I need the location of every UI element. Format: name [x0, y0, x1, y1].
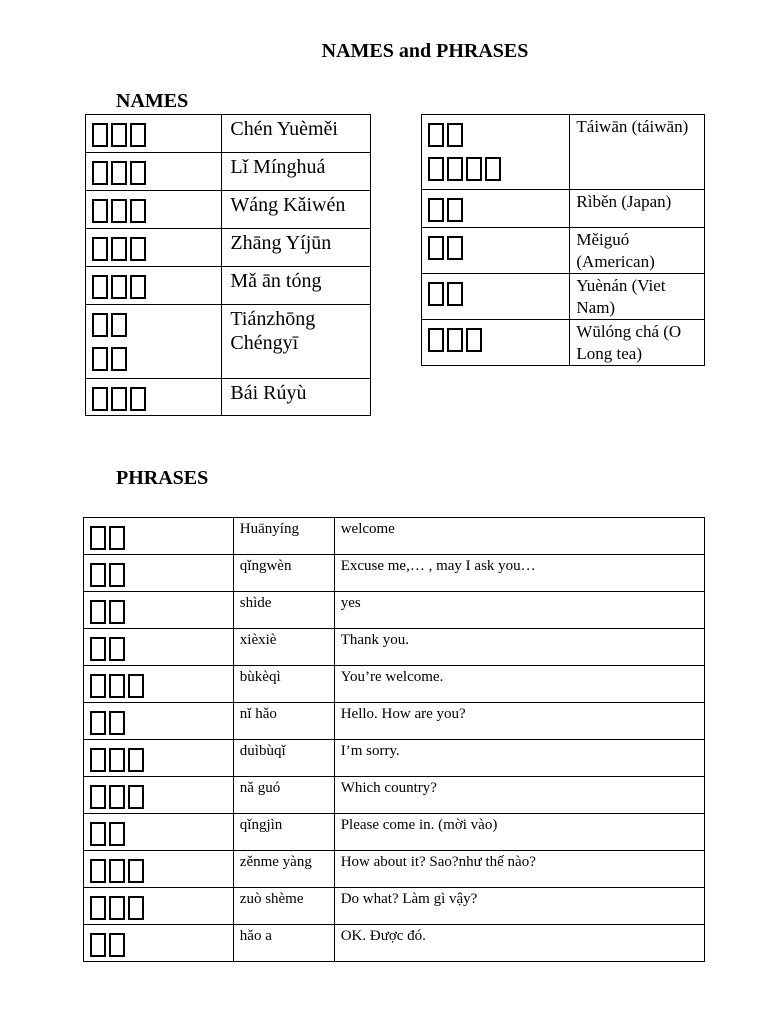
- name-row: [86, 379, 371, 416]
- missing-glyph-icon: [92, 275, 108, 299]
- hanzi-cell: [86, 379, 222, 416]
- meaning-cell: welcome: [334, 518, 704, 555]
- name-row: [86, 305, 371, 379]
- missing-glyph-icon: [109, 600, 125, 624]
- pinyin-cell: Bái Rúyù: [222, 379, 371, 416]
- missing-glyph-icon: [92, 161, 108, 185]
- missing-glyph-icon: [90, 600, 106, 624]
- meaning-cell: How about it? Sao?như thế nào?: [334, 851, 704, 888]
- missing-glyph-icon: [128, 859, 144, 883]
- missing-glyph-icon: [130, 199, 146, 223]
- pinyin-cell: qǐngwèn: [233, 555, 334, 592]
- phrase-row: [84, 777, 705, 814]
- hanzi-cell: [84, 666, 234, 703]
- name-row: [422, 228, 705, 274]
- missing-glyph-icon: [109, 711, 125, 735]
- missing-glyph-icon: [128, 674, 144, 698]
- pinyin-cell: Mǎ ān tóng: [222, 267, 371, 305]
- name-row: [422, 274, 705, 320]
- phrase-row: [84, 740, 705, 777]
- pinyin-cell: Tiánzhōng Chéngyī: [222, 305, 371, 379]
- hanzi-cell: [86, 153, 222, 191]
- missing-glyph-icon: [92, 123, 108, 147]
- hanzi-cell: [84, 925, 234, 962]
- missing-glyph-icon: [90, 859, 106, 883]
- missing-glyph-icon: [130, 275, 146, 299]
- missing-glyph-icon: [111, 313, 127, 337]
- pinyin-cell: Yuènán (Viet Nam): [570, 274, 705, 320]
- name-row: [422, 190, 705, 228]
- missing-glyph-icon: [130, 387, 146, 411]
- missing-glyph-icon: [447, 236, 463, 260]
- missing-glyph-icon: [90, 896, 106, 920]
- hanzi-cell: [86, 115, 222, 153]
- missing-glyph-icon: [92, 199, 108, 223]
- missing-glyph-icon: [92, 347, 108, 371]
- meaning-cell: Hello. How are you?: [334, 703, 704, 740]
- hanzi-cell: [422, 274, 570, 320]
- missing-glyph-icon: [90, 748, 106, 772]
- missing-glyph-icon: [428, 157, 444, 181]
- missing-glyph-icon: [109, 785, 125, 809]
- hanzi-cell: [422, 320, 570, 366]
- missing-glyph-icon: [130, 237, 146, 261]
- meaning-cell: Do what? Làm gì vậy?: [334, 888, 704, 925]
- missing-glyph-icon: [92, 387, 108, 411]
- phrase-row: [84, 666, 705, 703]
- missing-glyph-icon: [109, 859, 125, 883]
- meaning-cell: I’m sorry.: [334, 740, 704, 777]
- hanzi-cell: [84, 777, 234, 814]
- missing-glyph-icon: [111, 347, 127, 371]
- missing-glyph-icon: [111, 123, 127, 147]
- hanzi-cell: [84, 629, 234, 666]
- missing-glyph-icon: [90, 526, 106, 550]
- phrase-row: [84, 888, 705, 925]
- meaning-cell: You’re welcome.: [334, 666, 704, 703]
- phrase-row: [84, 851, 705, 888]
- missing-glyph-icon: [90, 637, 106, 661]
- name-row: [422, 320, 705, 366]
- missing-glyph-icon: [111, 275, 127, 299]
- meaning-cell: yes: [334, 592, 704, 629]
- name-row: [86, 229, 371, 267]
- missing-glyph-icon: [466, 157, 482, 181]
- names-table-right: [421, 114, 705, 366]
- name-row: [86, 267, 371, 305]
- missing-glyph-icon: [90, 674, 106, 698]
- pinyin-cell: shìde: [233, 592, 334, 629]
- pinyin-cell: duìbùqǐ: [233, 740, 334, 777]
- pinyin-cell: zěnme yàng: [233, 851, 334, 888]
- missing-glyph-icon: [130, 123, 146, 147]
- phrase-row: [84, 814, 705, 851]
- missing-glyph-icon: [447, 123, 463, 147]
- pinyin-cell: Rìběn (Japan): [570, 190, 705, 228]
- meaning-cell: Which country?: [334, 777, 704, 814]
- hanzi-cell: [84, 592, 234, 629]
- phrase-row: [84, 925, 705, 962]
- missing-glyph-icon: [111, 199, 127, 223]
- names-table-left: [85, 114, 371, 416]
- meaning-cell: Please come in. (mời vào): [334, 814, 704, 851]
- missing-glyph-icon: [109, 896, 125, 920]
- pinyin-cell: zuò shème: [233, 888, 334, 925]
- missing-glyph-icon: [447, 328, 463, 352]
- missing-glyph-icon: [92, 313, 108, 337]
- missing-glyph-icon: [111, 237, 127, 261]
- missing-glyph-icon: [428, 198, 444, 222]
- missing-glyph-icon: [485, 157, 501, 181]
- hanzi-cell: [422, 228, 570, 274]
- missing-glyph-icon: [128, 748, 144, 772]
- missing-glyph-icon: [92, 237, 108, 261]
- missing-glyph-icon: [466, 328, 482, 352]
- phrase-row: [84, 592, 705, 629]
- pinyin-cell: bùkèqì: [233, 666, 334, 703]
- pinyin-cell: Wūlóng chá (O Long tea): [570, 320, 705, 366]
- hanzi-cell: [84, 888, 234, 925]
- missing-glyph-icon: [109, 822, 125, 846]
- name-row: [86, 115, 371, 153]
- hanzi-cell: [86, 229, 222, 267]
- missing-glyph-icon: [109, 526, 125, 550]
- pinyin-cell: Zhāng Yíjūn: [222, 229, 371, 267]
- pinyin-cell: xièxiè: [233, 629, 334, 666]
- hanzi-cell: [422, 190, 570, 228]
- hanzi-cell: [86, 267, 222, 305]
- missing-glyph-icon: [111, 387, 127, 411]
- missing-glyph-icon: [428, 282, 444, 306]
- missing-glyph-icon: [428, 236, 444, 260]
- names-heading: NAMES: [116, 90, 189, 112]
- pinyin-cell: Měiguó (American): [570, 228, 705, 274]
- missing-glyph-icon: [128, 785, 144, 809]
- missing-glyph-icon: [109, 674, 125, 698]
- hanzi-cell: [86, 191, 222, 229]
- hanzi-cell: [86, 305, 222, 379]
- hanzi-cell: [84, 814, 234, 851]
- name-row: [86, 191, 371, 229]
- missing-glyph-icon: [111, 161, 127, 185]
- phrase-row: [84, 518, 705, 555]
- missing-glyph-icon: [90, 933, 106, 957]
- pinyin-cell: Chén Yuèměi: [222, 115, 371, 153]
- hanzi-cell: [84, 851, 234, 888]
- name-row: [86, 153, 371, 191]
- hanzi-cell: [84, 740, 234, 777]
- missing-glyph-icon: [130, 161, 146, 185]
- missing-glyph-icon: [90, 563, 106, 587]
- missing-glyph-icon: [90, 711, 106, 735]
- phrase-row: [84, 703, 705, 740]
- pinyin-cell: nǎ guó: [233, 777, 334, 814]
- hanzi-cell: [84, 518, 234, 555]
- missing-glyph-icon: [428, 123, 444, 147]
- missing-glyph-icon: [128, 896, 144, 920]
- phrase-row: [84, 629, 705, 666]
- phrases-heading: PHRASES: [116, 467, 209, 489]
- meaning-cell: Excuse me,… , may I ask you…: [334, 555, 704, 592]
- name-row: [422, 115, 705, 190]
- pinyin-cell: Huānyíng: [233, 518, 334, 555]
- missing-glyph-icon: [109, 748, 125, 772]
- missing-glyph-icon: [447, 157, 463, 181]
- pinyin-cell: nǐ hǎo: [233, 703, 334, 740]
- missing-glyph-icon: [109, 563, 125, 587]
- pinyin-cell: Lǐ Mínghuá: [222, 153, 371, 191]
- missing-glyph-icon: [90, 785, 106, 809]
- meaning-cell: Thank you.: [334, 629, 704, 666]
- hanzi-cell: [422, 115, 570, 190]
- pinyin-cell: Wáng Kǎiwén: [222, 191, 371, 229]
- pinyin-cell: qǐngjìn: [233, 814, 334, 851]
- phrases-table: [83, 517, 705, 962]
- phrase-row: [84, 555, 705, 592]
- missing-glyph-icon: [447, 198, 463, 222]
- missing-glyph-icon: [109, 933, 125, 957]
- meaning-cell: OK. Được đó.: [334, 925, 704, 962]
- page-title: NAMES and PHRASES: [321, 40, 529, 62]
- pinyin-cell: hǎo a: [233, 925, 334, 962]
- missing-glyph-icon: [90, 822, 106, 846]
- pinyin-cell: Táiwān (táiwān): [570, 115, 705, 190]
- missing-glyph-icon: [447, 282, 463, 306]
- missing-glyph-icon: [428, 328, 444, 352]
- hanzi-cell: [84, 555, 234, 592]
- missing-glyph-icon: [109, 637, 125, 661]
- hanzi-cell: [84, 703, 234, 740]
